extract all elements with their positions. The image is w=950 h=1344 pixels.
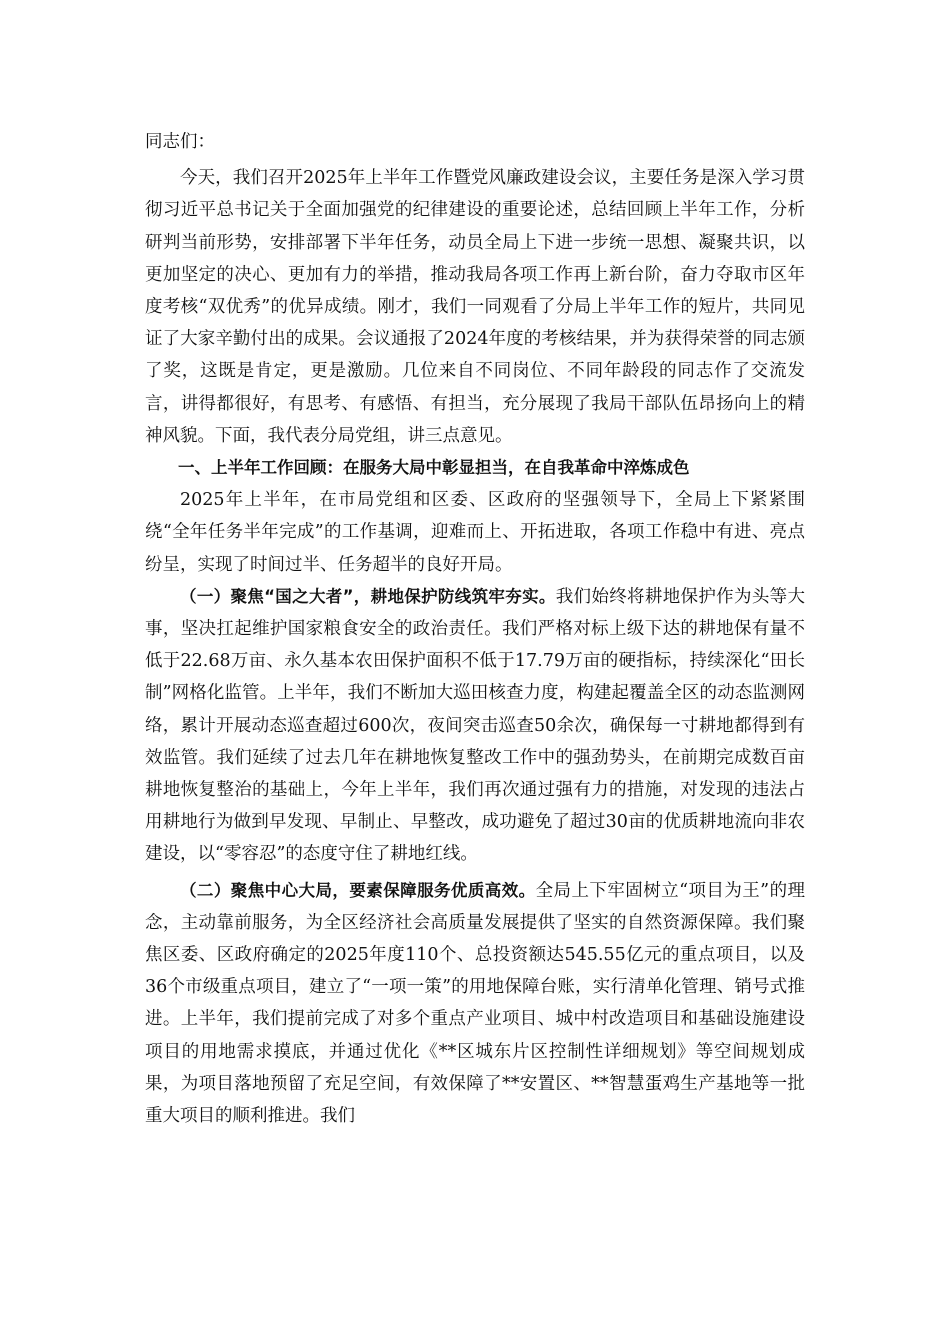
item-2-body: 全局上下牢固树立“项目为王”的理念，主动靠前服务，为全区经济社会高质量发展提供了坚实的自然资源保障。我们聚焦区委、区政府确定的2025年度110个、总投资额达545.55亿元的重点项目，以及36个市级重点项目，建立了“一项一策”的用地保障台账，实行清单化管理、销号式推进。上半年，我们提前完成了对多个重点产业项目、城中村改造项目和基础设施建设项目的用地需求摸底，并通过优化《**区城东片区控制性详细规划》等空间规划成果，为项目落地预留了充足空间，有效保障了**安置区、**智慧蛋鸡生产基地等一批重大项目的顺利推进。我们 bbox=[145, 880, 805, 1127]
section-1-paragraph: 2025年上半年，在市局党组和区委、区政府的坚强领导下，全局上下紧紧围绕“全年任务半年完成”的工作基调，迎难而上、开拓进取，各项工作稳中有进、亮点纷呈，实现了时间过半、任务超半的良好开局。 bbox=[145, 490, 805, 575]
section-heading-1: 一、上半年工作回顾：在服务大局中彰显担当，在自我革命中淬炼成色 bbox=[178, 458, 690, 478]
item-1-body: 我们始终将耕地保护作为头等大事，坚决扛起维护国家粮食安全的政治责任。我们严格对标上级下达的耕地保有量不低于22.68万亩、永久基本农田保护面积不低于17.79万亩的硬指标，持续深化“田长制”网格化监管。上半年，我们不断加大巡田核查力度，构建起覆盖全区的动态监测网络，累计开展动态巡查超过600次，夜间突击巡查50余次，确保每一寸耕地都得到有效监管。我们延续了过去几年在耕地恢复整改工作中的强劲势头，在前期完成数百亩耕地恢复整治的基础上，今年上半年，我们再次通过强有力的措施，对发现的违法占用耕地行为做到早发现、早制止、早整改，成功避免了超过30亩的优质耕地流向非农建设，以“零容忍”的态度守住了耕地红线。 bbox=[145, 586, 805, 865]
item-2-paragraph bbox=[145, 875, 805, 1133]
item-1-paragraph bbox=[145, 581, 805, 871]
intro-paragraph: 今天，我们召开2025年上半年工作暨党风廉政建设会议，主要任务是深入学习贯彻习近平总书记关于全面加强党的纪律建设的重要论述，总结回顾上半年工作，分析研判当前形势，安排部署下半年任务，动员全局上下进一步统一思想、凝聚共识，以更加坚定的决心、更加有力的举措，推动我局各项工作再上新台阶，奋力夺取市区年度考核“双优秀”的优异成绩。刚才，我们一同观看了分局上半年工作的短片，共同见证了大家辛勤付出的成果。会议通报了2024年度的考核结果，并为获得荣誉的同志颁了奖，这既是肯定，更是激励。几位来自不同岗位、不同年龄段的同志作了交流发言，讲得都很好，有思考、有感悟、有担当，充分展现了我局干部队伍昂扬向上的精神风貌。下面，我代表分局党组，讲三点意见。 bbox=[145, 168, 805, 446]
item-1-lead: （一）聚焦“国之大者”，耕地保护防线筑牢夯实。 bbox=[180, 586, 556, 606]
item-2-lead: （二）聚焦中心大局，要素保障服务优质高效。 bbox=[180, 880, 536, 900]
salutation: 同志们： bbox=[145, 132, 215, 152]
document-page bbox=[145, 126, 805, 1132]
